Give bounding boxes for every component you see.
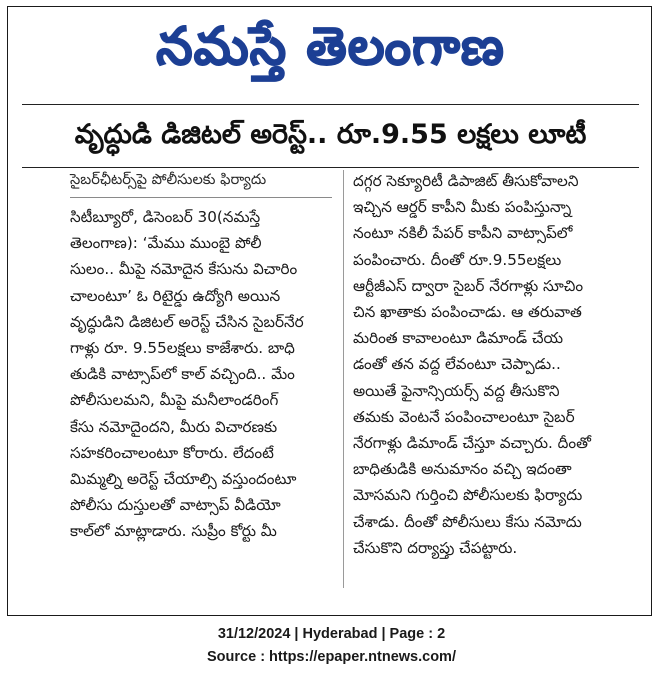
left-line-8: పోలీసులమని, మీపై మనీలాండరింగ్ bbox=[70, 391, 279, 410]
left-line-5: వృద్ధుడిని డిజిటల్ అరెస్ట్ చేసిన సైబర్‌నేర bbox=[70, 312, 304, 331]
article-column-left bbox=[70, 168, 332, 545]
left-line-7: తుడికి వాట్సాప్‌లో కాల్ వచ్చింది.. మేం bbox=[70, 365, 295, 384]
article-column-right bbox=[353, 168, 625, 561]
right-line-9: అయితే ఫైనాన్సియర్స్ వద్ద తీసుకొని bbox=[353, 381, 560, 400]
right-line-3: నంటూ నకిలీ పేపర్ కాపీని వాట్సాప్‌లో bbox=[353, 224, 573, 243]
right-line-15: చేసుకొని దర్యాప్తు చేపట్టారు. bbox=[353, 538, 518, 557]
article-headline: వృద్ధుడి డిజిటల్ అరెస్ట్.. రూ.9.55 లక్షలు లూటీ bbox=[74, 119, 587, 150]
left-line-2: తెలంగాణ): ‘మేము ముంబై పోలీ bbox=[70, 234, 262, 253]
footer-dateline: 31/12/2024 | Hyderabad | Page : 2 bbox=[217, 626, 446, 642]
headline-top-rule bbox=[22, 104, 639, 105]
right-line-14: చేశాడు. దీంతో పోలీసులు కేసు నమోదు bbox=[353, 512, 582, 531]
column-divider bbox=[343, 170, 344, 588]
right-line-10: తమకు వెంటనే పంపించాలంటూ సైబర్ bbox=[353, 407, 575, 426]
right-line-1: దగ్గర సెక్యూరిటీ డిపాజిట్ తీసుకోవాలని bbox=[353, 172, 579, 190]
right-line-7: మరింత కావాలంటూ డిమాండ్ చేయ bbox=[353, 329, 564, 348]
left-line-9: కేసు నమోదైందని, మీరు విచారణకు bbox=[70, 417, 278, 436]
footer-source: Source : https://epaper.ntnews.com/ bbox=[207, 649, 456, 665]
right-line-13: మోసమని గుర్తించి పోలీసులకు ఫిర్యాదు bbox=[353, 486, 583, 505]
left-line-4: చాలంటూ’ ఓ రిటైర్డు ఉద్యోగి అయిన bbox=[70, 286, 281, 305]
left-line-13: కాల్‌లో మాట్లాడారు. సుప్రీం కోర్టు మీ bbox=[70, 522, 277, 541]
right-line-6: చిన ఖాతాకు పంపించాడు. ఆ తరువాత bbox=[353, 303, 582, 322]
right-line-8: డంతో తన వద్ద లేవంటూ చెప్పాడు.. bbox=[353, 355, 561, 374]
left-line-12: పోలీసు దుస్తులతో వాట్సాప్ వీడియో bbox=[70, 496, 281, 515]
right-line-12: బాధితుడికి అనుమానం వచ్చి ఇదంతా bbox=[353, 460, 572, 479]
left-line-1: సిటీబ్యూరో, డిసెంబర్ 30(నమస్తే bbox=[70, 208, 261, 226]
left-line-10: సహకరించాలంటూ కోరారు. లేదంటే bbox=[70, 443, 274, 462]
left-line-11: మిమ్మల్ని అరెస్ట్ చేయాల్సి వస్తుందంటూ bbox=[70, 470, 297, 489]
right-line-11: నేరగాళ్లు డిమాండ్ చేస్తూ వచ్చారు. దీంతో bbox=[353, 434, 591, 453]
newspaper-masthead: నమస్తే తెలంగాణ bbox=[156, 17, 505, 77]
left-column-body bbox=[70, 204, 332, 545]
article-kicker: సైబర్‌ఛీటర్స్‌పై పోలీసులకు ఫిర్యాదు bbox=[70, 168, 332, 198]
left-line-6: గాళ్లు రూ. 9.55లక్షలు కాజేశారు. బాధి bbox=[70, 339, 295, 358]
left-line-3: సులం.. మీపై నమోదైన కేసును విచారిం bbox=[70, 260, 298, 279]
right-line-4: పంపించారు. దీంతో రూ.9.55లక్షలు bbox=[353, 250, 562, 269]
right-line-2: ఇచ్చిన ఆర్డర్ కాపీని మీకు పంపిస్తున్నా bbox=[353, 198, 572, 217]
right-line-5: ఆర్టీజీఎస్ ద్వారా సైబర్ నేరగాళ్లు సూచిం bbox=[353, 276, 584, 295]
